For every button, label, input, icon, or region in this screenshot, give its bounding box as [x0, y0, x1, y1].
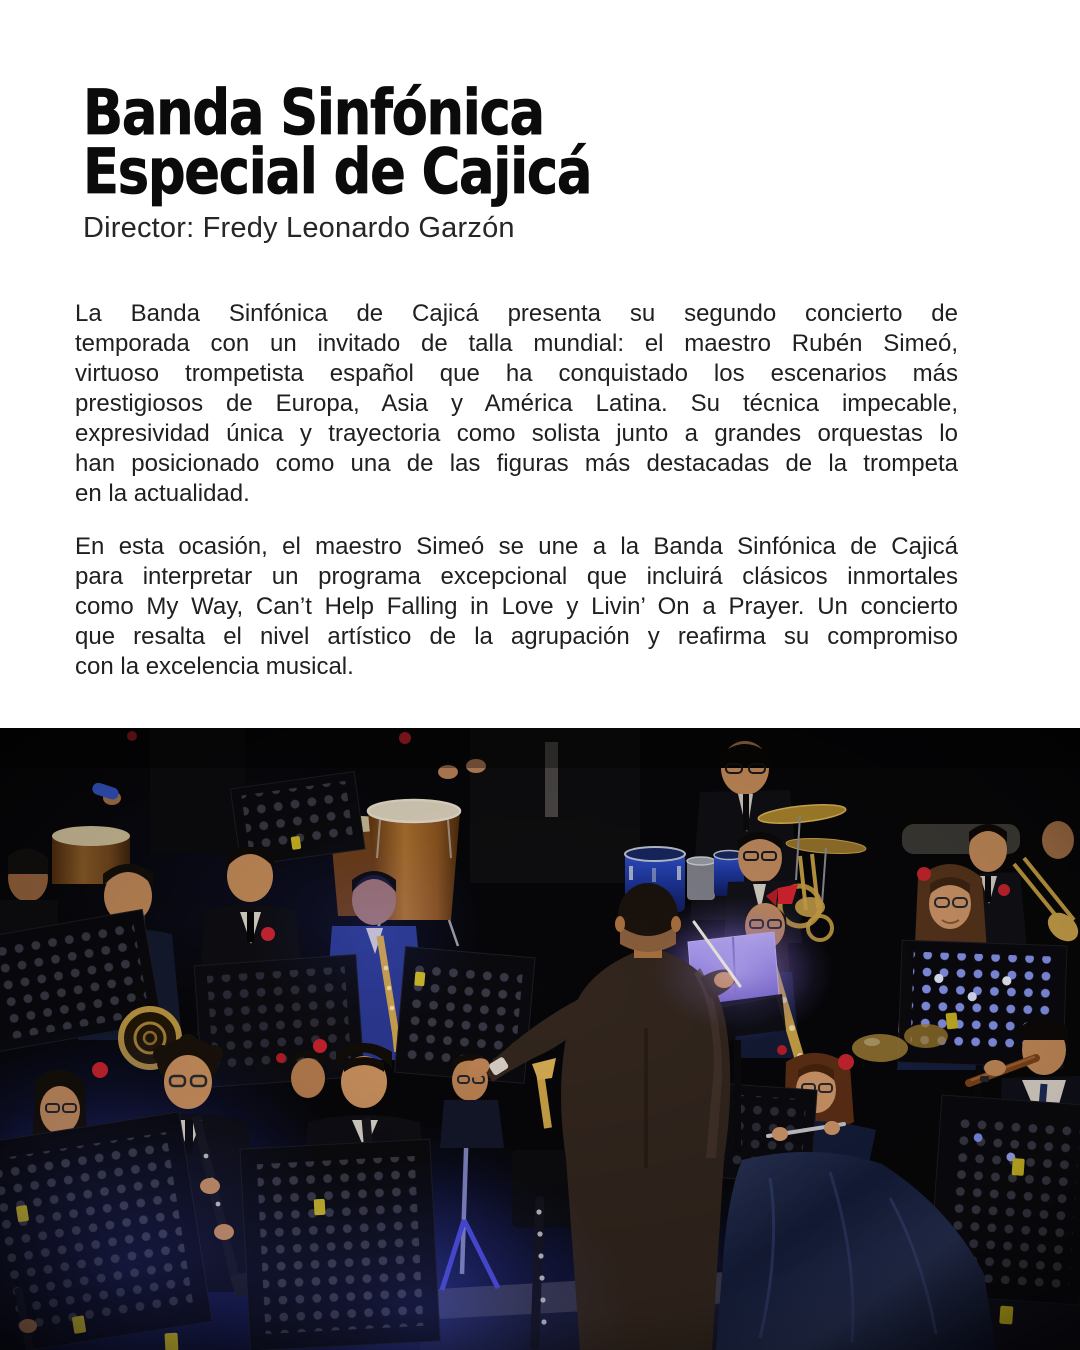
vignette	[0, 728, 1080, 1350]
body-text-line: La Banda Sinfónica de Cajicá presenta su segundo concierto de	[75, 300, 958, 327]
body-text-line: que resalta el nivel artístico de la agrupación y reafirma su compromiso	[75, 623, 958, 650]
top-shade	[0, 728, 1080, 768]
header	[83, 76, 681, 245]
body-text-line: prestigiosos de Europa, Asia y América Latina. Su técnica impecable,	[75, 390, 958, 417]
description-text	[75, 299, 958, 682]
body-text-line: como My Way, Can’t Help Falling in Love y Livin’ On a Prayer. Un concierto	[75, 593, 958, 620]
body-text-line: con la excelencia musical.	[75, 653, 354, 680]
concert-photo-illustration	[0, 728, 1080, 1350]
paragraph-2	[75, 532, 958, 682]
title-line-1: Banda Sinfónica	[83, 76, 544, 149]
body-text-line: han posicionado como una de las figuras más destacadas de la trompeta	[75, 450, 958, 477]
body-text-line: para interpretar un programa excepcional que incluirá clásicos inmortales	[75, 563, 958, 590]
body-text-line: en la actualidad.	[75, 480, 250, 507]
director-subtitle: Director: Fredy Leonardo Garzón	[83, 212, 515, 244]
title-line-2: Especial de Cajicá	[83, 135, 592, 208]
body-text-line: virtuoso trompetista español que ha conquistado los escenarios más	[75, 360, 958, 387]
concert-photo	[0, 728, 1080, 1350]
body-text-line: temporada con un invitado de talla mundial: el maestro Rubén Simeó,	[75, 330, 958, 357]
body-text-line: En esta ocasión, el maestro Simeó se une a la Banda Sinfónica de Cajicá	[75, 533, 958, 560]
page-title	[83, 76, 592, 208]
paragraph-1	[75, 299, 958, 509]
body-text-line: expresividad única y trayectoria como solista junto a grandes orquestas lo	[75, 420, 958, 447]
